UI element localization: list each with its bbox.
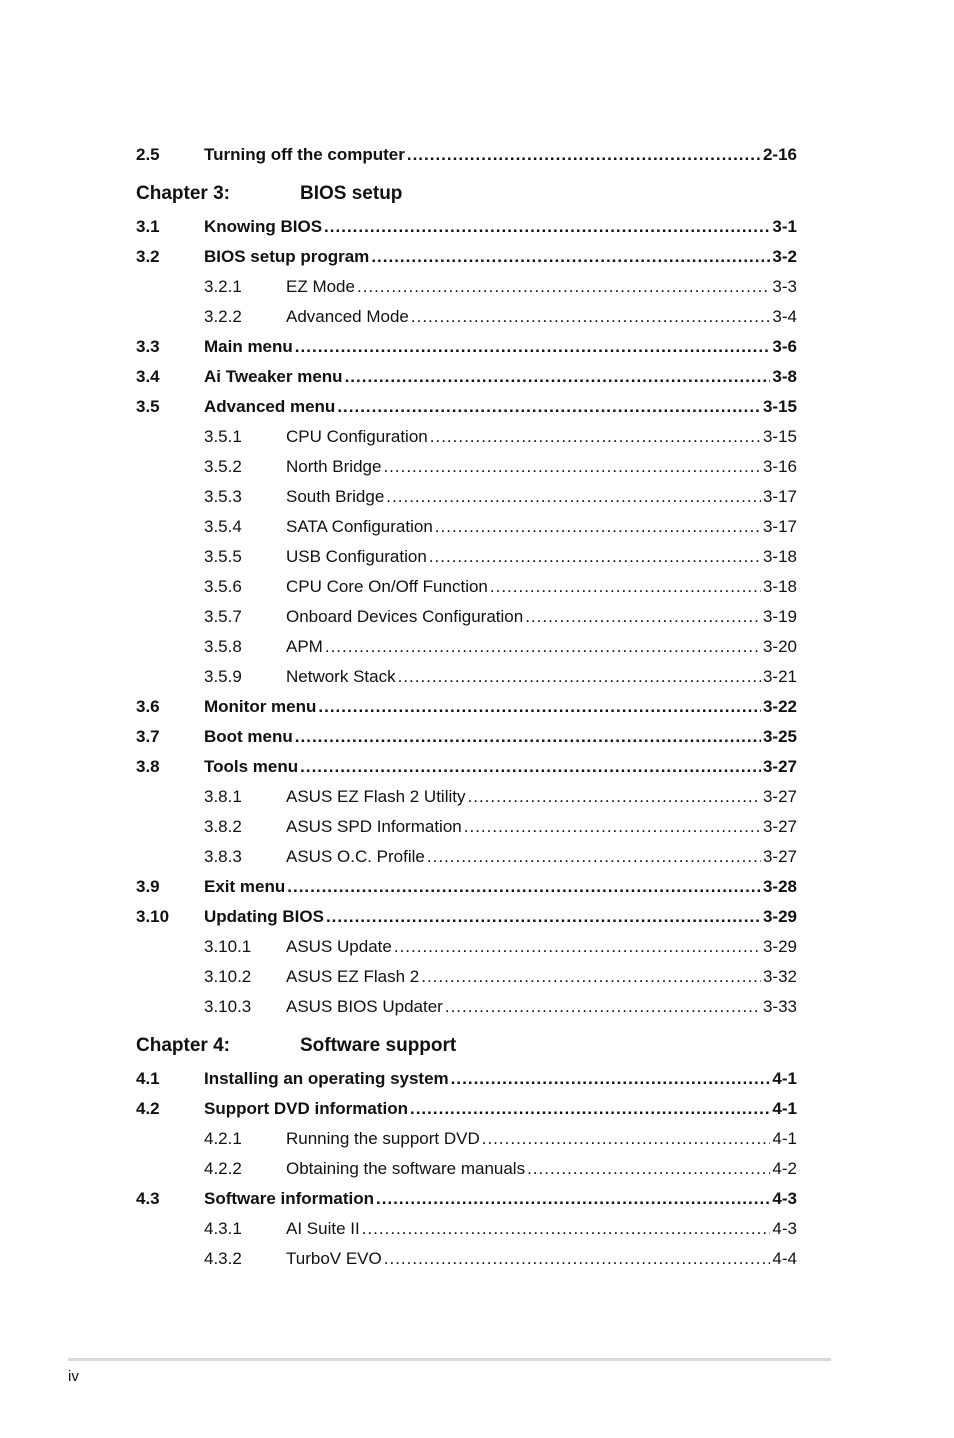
section-number: 3.5.3 [204, 487, 242, 506]
toc-entry[interactable] [136, 842, 797, 872]
dot-leader [430, 427, 761, 447]
entry-line [286, 307, 797, 327]
entry-line [286, 637, 797, 657]
section-number: 4.3.1 [204, 1219, 242, 1238]
section-title: EZ Mode [286, 277, 355, 296]
section-title: Main menu [204, 337, 293, 356]
dot-leader [427, 847, 761, 867]
section-title: ASUS Update [286, 937, 392, 956]
dot-leader [325, 637, 761, 657]
section-number: 3.10 [136, 907, 170, 926]
entry-line [204, 877, 797, 897]
section-title: Support DVD information [204, 1099, 408, 1118]
page-reference: 4-3 [772, 1189, 797, 1208]
page-reference: 3-27 [762, 847, 797, 866]
page-reference: 3-18 [762, 547, 797, 566]
page-reference: 3-8 [772, 367, 797, 386]
dot-leader [295, 337, 771, 357]
section-title: Advanced Mode [286, 307, 409, 326]
dot-leader [371, 247, 770, 267]
entry-line [204, 247, 797, 267]
section-number: 3.1 [136, 217, 160, 236]
page-reference: 4-1 [772, 1069, 797, 1088]
entry-line [204, 1099, 797, 1119]
dot-leader [384, 1249, 771, 1269]
dot-leader [376, 1189, 770, 1209]
section-title: TurboV EVO [286, 1249, 382, 1268]
page-reference: 3-28 [762, 877, 797, 896]
section-number: 3.5.6 [204, 577, 242, 596]
toc-entry[interactable] [136, 812, 797, 842]
section-number: 3.8 [136, 757, 160, 776]
section-number: 3.10.3 [204, 997, 252, 1016]
toc-entry[interactable] [136, 212, 797, 242]
section-number: 3.3 [136, 337, 160, 356]
entry-line [204, 1069, 797, 1089]
dot-leader [482, 1129, 771, 1149]
page-reference: 3-27 [762, 817, 797, 836]
dot-leader [383, 457, 761, 477]
entry-line [204, 337, 797, 357]
section-title: SATA Configuration [286, 517, 433, 536]
entry-line [286, 1159, 797, 1179]
dot-leader [300, 757, 761, 777]
entry-line [286, 607, 797, 627]
entry-line [286, 1219, 797, 1239]
section-number: 3.5.4 [204, 517, 242, 536]
entry-line [286, 847, 797, 867]
section-title: Ai Tweaker menu [204, 367, 343, 386]
toc-entry[interactable] [136, 572, 797, 602]
table-of-contents [136, 140, 797, 1274]
chapter-title: Software support [300, 1035, 457, 1056]
section-number: 3.2.2 [204, 307, 242, 326]
page-reference: 3-17 [762, 487, 797, 506]
chapter-label: Chapter 3: [136, 183, 230, 204]
chapter-heading [136, 1030, 797, 1062]
section-title: Installing an operating system [204, 1069, 449, 1088]
section-title: Running the support DVD [286, 1129, 480, 1148]
section-number: 3.10.1 [204, 937, 252, 956]
entry-line [286, 997, 797, 1017]
section-number: 3.8.1 [204, 787, 242, 806]
entry-line [204, 727, 797, 747]
toc-entry[interactable] [136, 1244, 797, 1274]
dot-leader [337, 397, 761, 417]
section-number: 3.8.2 [204, 817, 242, 836]
entry-line [286, 967, 797, 987]
page-reference: 3-29 [762, 937, 797, 956]
toc-entry[interactable] [136, 512, 797, 542]
page-reference: 3-4 [772, 307, 797, 326]
toc-entry[interactable] [136, 782, 797, 812]
section-number: 4.1 [136, 1069, 160, 1088]
section-number: 2.5 [136, 145, 160, 164]
section-title: Advanced menu [204, 397, 336, 416]
page-reference: 3-22 [762, 697, 797, 716]
section-number: 3.5.2 [204, 457, 242, 476]
page-reference: 4-3 [772, 1219, 797, 1238]
toc-entry[interactable] [136, 932, 797, 962]
toc-entry[interactable] [136, 1184, 797, 1214]
toc-entry[interactable] [136, 272, 797, 302]
page-reference: 3-29 [762, 907, 797, 926]
entry-line [286, 517, 797, 537]
toc-entry[interactable] [136, 872, 797, 902]
chapter-heading [136, 178, 797, 210]
page-reference: 4-1 [772, 1129, 797, 1148]
section-title: ASUS SPD Information [286, 817, 462, 836]
dot-leader [435, 517, 761, 537]
dot-leader [394, 937, 761, 957]
dot-leader [407, 145, 761, 165]
dot-leader [345, 367, 771, 387]
section-title: Software information [204, 1189, 375, 1208]
section-number: 3.10.2 [204, 967, 252, 986]
footer-divider [68, 1358, 831, 1361]
section-number: 3.6 [136, 697, 160, 716]
section-number: 4.3.2 [204, 1249, 242, 1268]
section-number: 4.3 [136, 1189, 160, 1208]
section-title: Obtaining the software manuals [286, 1159, 526, 1178]
toc-entry[interactable] [136, 140, 797, 170]
section-number: 3.2 [136, 247, 160, 266]
section-number: 3.5.5 [204, 547, 242, 566]
toc-entry[interactable] [136, 242, 797, 272]
entry-line [286, 277, 797, 297]
entry-line [286, 937, 797, 957]
section-number: 3.8.3 [204, 847, 242, 866]
dot-leader [468, 787, 761, 807]
section-number: 3.5.9 [204, 667, 242, 686]
toc-entry[interactable] [136, 692, 797, 722]
section-number: 3.9 [136, 877, 160, 896]
entry-line [286, 487, 797, 507]
entry-line [204, 397, 797, 417]
section-title: South Bridge [286, 487, 385, 506]
page-reference: 3-27 [762, 757, 797, 776]
section-title: APM [286, 637, 323, 656]
section-number: 4.2.2 [204, 1159, 242, 1178]
toc-entry[interactable] [136, 542, 797, 572]
page-reference: 3-1 [772, 217, 797, 236]
page-reference: 3-6 [772, 337, 797, 356]
section-title: North Bridge [286, 457, 382, 476]
page-reference: 3-3 [772, 277, 797, 296]
dot-leader [421, 967, 761, 987]
section-title: CPU Core On/Off Function [286, 577, 488, 596]
chapter-title: BIOS setup [300, 183, 403, 204]
toc-entry[interactable] [136, 362, 797, 392]
section-title: Onboard Devices Configuration [286, 607, 524, 626]
section-title: ASUS BIOS Updater [286, 997, 443, 1016]
toc-entry[interactable] [136, 302, 797, 332]
entry-line [286, 457, 797, 477]
section-title: Monitor menu [204, 697, 317, 716]
page-reference: 3-25 [762, 727, 797, 746]
section-title: USB Configuration [286, 547, 427, 566]
page-reference: 3-2 [772, 247, 797, 266]
toc-entry[interactable] [136, 1154, 797, 1184]
dot-leader [324, 217, 770, 237]
section-title: Knowing BIOS [204, 217, 323, 236]
section-title: ASUS EZ Flash 2 [286, 967, 420, 986]
dot-leader [410, 1099, 770, 1119]
toc-entry[interactable] [136, 1124, 797, 1154]
entry-line [204, 907, 797, 927]
page-reference: 4-2 [772, 1159, 797, 1178]
entry-line [204, 757, 797, 777]
dot-leader [326, 907, 761, 927]
section-title: BIOS setup program [204, 247, 370, 266]
section-number: 3.5.8 [204, 637, 242, 656]
section-title: Network Stack [286, 667, 396, 686]
toc-entry[interactable] [136, 452, 797, 482]
page-reference: 3-16 [762, 457, 797, 476]
page-reference: 4-1 [772, 1099, 797, 1118]
page-reference: 4-4 [772, 1249, 797, 1268]
page-reference: 3-15 [762, 427, 797, 446]
section-number: 3.7 [136, 727, 160, 746]
entry-line [286, 1129, 797, 1149]
section-number: 4.2 [136, 1099, 160, 1118]
toc-entry[interactable] [136, 992, 797, 1022]
toc-entry[interactable] [136, 632, 797, 662]
page-reference: 3-18 [762, 577, 797, 596]
dot-leader [445, 997, 761, 1017]
dot-leader [362, 1219, 771, 1239]
entry-line [204, 1189, 797, 1209]
entry-line [286, 667, 797, 687]
section-title: ASUS EZ Flash 2 Utility [286, 787, 466, 806]
entry-line [286, 547, 797, 567]
page-reference: 3-19 [762, 607, 797, 626]
page-reference: 3-32 [762, 967, 797, 986]
toc-entry[interactable] [136, 662, 797, 692]
section-number: 3.5 [136, 397, 160, 416]
page-reference: 3-33 [762, 997, 797, 1016]
page-reference: 2-16 [762, 145, 797, 164]
toc-entry[interactable] [136, 602, 797, 632]
page-number: iv [68, 1368, 79, 1385]
toc-entry[interactable] [136, 1094, 797, 1124]
section-title: Tools menu [204, 757, 299, 776]
dot-leader [295, 727, 761, 747]
section-title: Exit menu [204, 877, 286, 896]
toc-entry[interactable] [136, 902, 797, 932]
dot-leader [490, 577, 761, 597]
dot-leader [429, 547, 761, 567]
section-number: 3.5.1 [204, 427, 242, 446]
section-number: 3.5.7 [204, 607, 242, 626]
dot-leader [464, 817, 761, 837]
dot-leader [411, 307, 771, 327]
page-reference: 3-27 [762, 787, 797, 806]
dot-leader [527, 1159, 770, 1179]
toc-entry[interactable] [136, 332, 797, 362]
entry-line [286, 787, 797, 807]
entry-line [286, 427, 797, 447]
section-title: CPU Configuration [286, 427, 428, 446]
toc-entry[interactable] [136, 1064, 797, 1094]
section-number: 4.2.1 [204, 1129, 242, 1148]
toc-entry[interactable] [136, 752, 797, 782]
dot-leader [287, 877, 761, 897]
toc-entry[interactable] [136, 392, 797, 422]
section-title: Updating BIOS [204, 907, 324, 926]
dot-leader [451, 1069, 771, 1089]
entry-line [286, 817, 797, 837]
section-title: Boot menu [204, 727, 293, 746]
page-reference: 3-15 [762, 397, 797, 416]
toc-entry[interactable] [136, 482, 797, 512]
toc-entry[interactable] [136, 722, 797, 752]
section-number: 3.2.1 [204, 277, 242, 296]
entry-line [286, 577, 797, 597]
page-reference: 3-17 [762, 517, 797, 536]
entry-line [204, 145, 797, 165]
dot-leader [357, 277, 770, 297]
section-title: Turning off the computer [204, 145, 405, 164]
entry-line [204, 697, 797, 717]
toc-entry[interactable] [136, 422, 797, 452]
section-title: AI Suite II [286, 1219, 360, 1238]
chapter-label: Chapter 4: [136, 1035, 230, 1056]
page-reference: 3-21 [762, 667, 797, 686]
entry-line [286, 1249, 797, 1269]
page-reference: 3-20 [762, 637, 797, 656]
entry-line [204, 367, 797, 387]
dot-leader [525, 607, 761, 627]
section-title: ASUS O.C. Profile [286, 847, 425, 866]
dot-leader [386, 487, 761, 507]
dot-leader [318, 697, 761, 717]
entry-line [204, 217, 797, 237]
dot-leader [398, 667, 761, 687]
toc-entry[interactable] [136, 962, 797, 992]
section-number: 3.4 [136, 367, 160, 386]
toc-entry[interactable] [136, 1214, 797, 1244]
